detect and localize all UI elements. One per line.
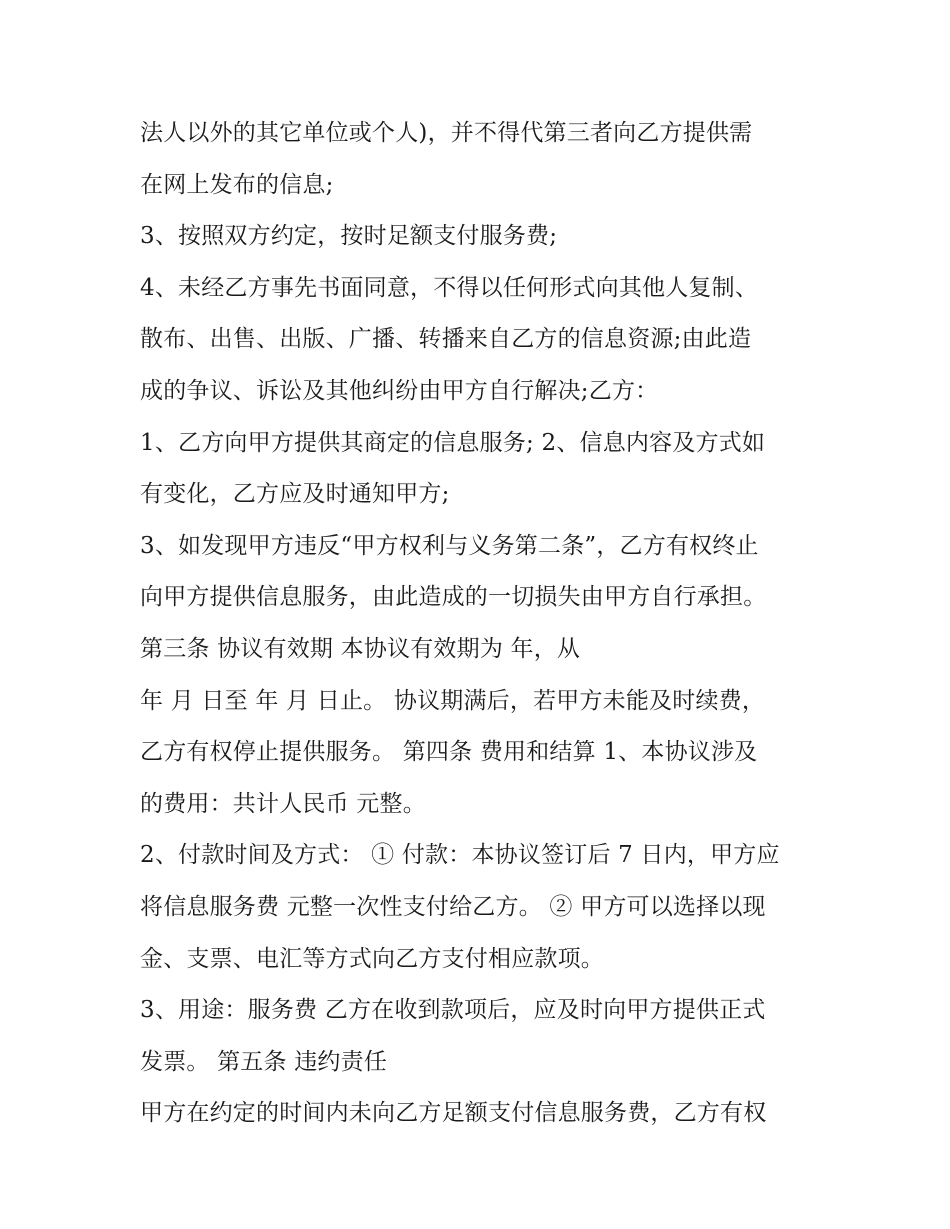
text-line: 向甲方提供信息服务，由此造成的一切损失由甲方自行承担。 [140, 584, 767, 611]
text-line: 1、乙方向甲方提供其商定的信息服务; 2、信息内容及方式如 [140, 429, 766, 456]
text-line: 第三条 协议有效期 本协议有效期为 年，从 [140, 635, 581, 662]
text-line: 3、如发现甲方违反“甲方权利与义务第二条”，乙方有权终止 [140, 532, 759, 559]
text-line: 发票。 第五条 违约责任 [140, 1048, 388, 1075]
text-line: 2、付款时间及方式： ① 付款：本协议签订后 7 日内，甲方应 [140, 842, 780, 869]
text-line: 乙方有权停止提供服务。 第四条 费用和结算 1、本协议涉及 [140, 739, 758, 766]
text-line: 的费用：共计人民币 元整。 [140, 790, 426, 817]
text-line: 3、用途：服务费 乙方在收到款项后，应及时向甲方提供正式 [140, 997, 766, 1024]
document-body [140, 108, 820, 1140]
text-line: 有变化，乙方应及时通知甲方; [140, 481, 450, 508]
text-line: 年 月 日至 年 月 日止。 协议期满后，若甲方未能及时续费， [140, 687, 766, 714]
text-line: 3、按照双方约定，按时足额支付服务费; [140, 223, 558, 250]
text-line: 4、未经乙方事先书面同意，不得以任何形式向其他人复制、 [140, 274, 759, 301]
text-line: 金、支票、电汇等方式向乙方支付相应款项。 [140, 945, 604, 972]
text-line: 将信息服务费 元整一次性支付给乙方。 ② 甲方可以选择以现 [140, 893, 766, 920]
text-line: 法人以外的其它单位或个人)，并不得代第三者向乙方提供需 [140, 120, 753, 146]
text-line: 在网上发布的信息; [140, 171, 334, 198]
text-line: 甲方在约定的时间内未向乙方足额支付信息服务费，乙方有权 [140, 1100, 767, 1127]
text-line: 成的争议、诉讼及其他纠纷由甲方自行解决;乙方： [140, 377, 659, 404]
text-line: 散布、出售、出版、广播、转播来自乙方的信息资源;由此造 [140, 326, 752, 353]
